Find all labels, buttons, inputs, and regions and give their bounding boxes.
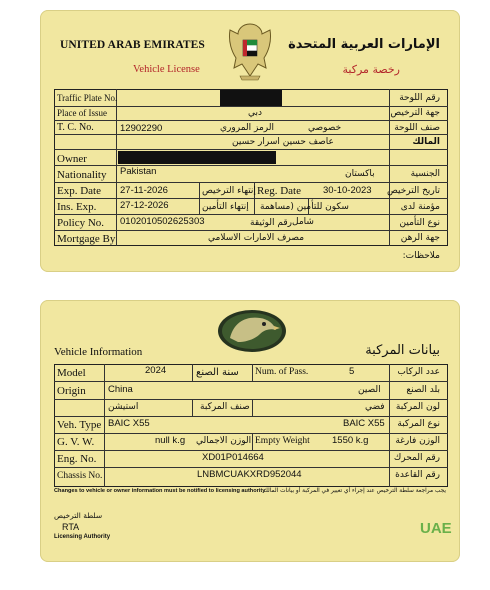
mortgage-value-ar: مصرف الامارات الاسلامي bbox=[208, 233, 305, 243]
nationality-value-ar: باكستان bbox=[345, 169, 375, 179]
tc-no-value: 12902290 bbox=[120, 123, 163, 134]
veh-type-value-en: BAIC X55 bbox=[108, 418, 150, 429]
eng-no-label-ar: رقم المحرك bbox=[393, 453, 440, 463]
place-of-issue-label-en: Place of Issue bbox=[57, 108, 107, 118]
change-notice-ar: يجب مراجعة سلطة الترخيص عند إجراء أي تغيير في المركبة أو بيانات المالك bbox=[263, 488, 446, 494]
origin-label-ar: بلد الصنع bbox=[406, 385, 440, 395]
empty-weight-label-ar: الوزن فارغة bbox=[395, 436, 440, 446]
uae-emblem-icon bbox=[224, 18, 276, 86]
redacted-owner-name bbox=[118, 151, 276, 164]
reg-date-value: 30-10-2023 bbox=[323, 185, 372, 196]
veh-type-label-ar: نوع المركبة bbox=[397, 419, 440, 429]
origin-label-en: Origin bbox=[57, 385, 86, 397]
veh-type-label-en: Veh. Type bbox=[57, 419, 102, 431]
owner-label-ar: المالك bbox=[412, 137, 440, 147]
nationality-label-ar: الجنسية bbox=[410, 169, 440, 179]
change-notice-en: Changes to vehicle or owner information must be notified to licensing authority bbox=[54, 488, 266, 494]
owner-name-ar: عاصف حسين اسرار حسين bbox=[232, 137, 334, 147]
vehicle-license-front bbox=[40, 10, 460, 272]
vehicle-info-title-ar: بيانات المركبة bbox=[365, 343, 440, 358]
empty-weight-value: 1550 k.g bbox=[332, 435, 369, 446]
place-of-issue-value: دبي bbox=[248, 108, 263, 118]
chassis-no-label-ar: رقم القاعدة bbox=[395, 470, 440, 480]
color-label-ar: لون المركبة bbox=[395, 402, 440, 412]
reg-date-label-en: Reg. Date bbox=[257, 185, 301, 197]
num-pass-label-en: Num. of Pass. bbox=[255, 367, 309, 377]
insurer-value-ar: سكون للتأمين (مساهمة bbox=[260, 202, 349, 212]
mortgage-label-en: Mortgage By bbox=[57, 233, 116, 245]
place-of-issue-label-ar: جهة الترخيص bbox=[390, 108, 440, 118]
policy-no-label-en: Policy No. bbox=[57, 217, 105, 229]
gvw-label-ar: الوزن الاجمالي bbox=[196, 436, 252, 446]
eng-no-value: XD01P014664 bbox=[202, 452, 264, 463]
model-label-en: Model bbox=[57, 367, 86, 379]
mortgage-label-ar: جهة الرهن bbox=[400, 233, 440, 243]
model-year-label-ar: سنة الصنع bbox=[196, 367, 239, 378]
traffic-plate-label-ar: رقم اللوحة bbox=[399, 93, 440, 103]
nationality-label-en: Nationality bbox=[57, 169, 107, 181]
owner-label-en: Owner bbox=[57, 153, 87, 165]
title-en: UNITED ARAB EMIRATES bbox=[60, 39, 205, 51]
tc-no-label-en: T. C. No. bbox=[57, 122, 94, 133]
reg-date-label-ar: تاريخ الترخيص bbox=[387, 186, 440, 196]
ins-exp-value: 27-12-2026 bbox=[120, 200, 169, 211]
nationality-value-en: Pakistan bbox=[120, 166, 157, 177]
plate-class-value: خصوصي bbox=[308, 123, 342, 133]
authority-label-en: Licensing Authority bbox=[54, 534, 111, 540]
num-pass-label-ar: عدد الركاب bbox=[397, 367, 440, 377]
policy-no-value: 0102010502625303 bbox=[120, 216, 205, 227]
gvw-label-en: G. V. W. bbox=[57, 436, 95, 448]
insurance-type-value-ar: شامل bbox=[292, 217, 314, 227]
num-pass-value: 5 bbox=[349, 366, 355, 377]
insurance-type-label-ar: نوع التأمين bbox=[399, 218, 440, 228]
vehicle-info-title-en: Vehicle Information bbox=[54, 346, 143, 358]
traffic-plate-label-en: Traffic Plate No. bbox=[57, 93, 118, 103]
ins-exp-label-en: Ins. Exp. bbox=[57, 201, 97, 213]
country-code: UAE bbox=[420, 520, 452, 537]
falcon-emblem-icon bbox=[216, 308, 288, 354]
redacted-plate bbox=[220, 90, 282, 106]
origin-value-en: China bbox=[108, 384, 133, 395]
authority-abbr: RTA bbox=[62, 522, 80, 532]
origin-value-ar: الصين bbox=[358, 385, 381, 395]
policy-no-mid-label-ar: رقم الوثيقة bbox=[250, 218, 292, 228]
ins-exp-mid-label-ar: إنتهاء التأمين bbox=[202, 202, 249, 212]
subtitle-en: Vehicle License bbox=[133, 64, 200, 75]
model-value: 2024 bbox=[145, 365, 167, 376]
eng-no-label-en: Eng. No. bbox=[57, 453, 97, 465]
color-value-ar: فضي bbox=[365, 402, 385, 412]
notes-label-ar: ملاحظات: bbox=[402, 251, 440, 261]
insured-with-label-ar: مؤمنة لدى bbox=[400, 202, 440, 212]
veh-type-value-2: BAIC X55 bbox=[343, 418, 385, 429]
chassis-no-value: LNBMCUAKXRD952044 bbox=[197, 469, 302, 480]
vehicle-class-value-ar: استيشن bbox=[108, 402, 139, 412]
empty-weight-label-en: Empty Weight bbox=[255, 436, 310, 446]
exp-date-value: 27-11-2026 bbox=[120, 185, 168, 196]
exp-date-label-en: Exp. Date bbox=[57, 185, 101, 197]
chassis-no-label-en: Chassis No. bbox=[57, 471, 103, 481]
subtitle-ar: رخصة مركبة bbox=[342, 63, 400, 76]
title-ar: الإمارات العربية المتحدة bbox=[288, 37, 440, 52]
vehicle-class-label-ar: صنف المركبة bbox=[200, 402, 250, 412]
authority-label-ar: سلطة الترخيص bbox=[54, 511, 103, 520]
vehicle-license-back bbox=[40, 300, 460, 562]
exp-date-mid-label-ar: إنتهاء الترخيص bbox=[202, 186, 256, 196]
gvw-value: null k.g bbox=[155, 435, 186, 446]
tc-no-label-ar: صنف اللوحة bbox=[394, 123, 440, 133]
tc-no-mid-label-ar: الرمز المروري bbox=[220, 123, 275, 133]
